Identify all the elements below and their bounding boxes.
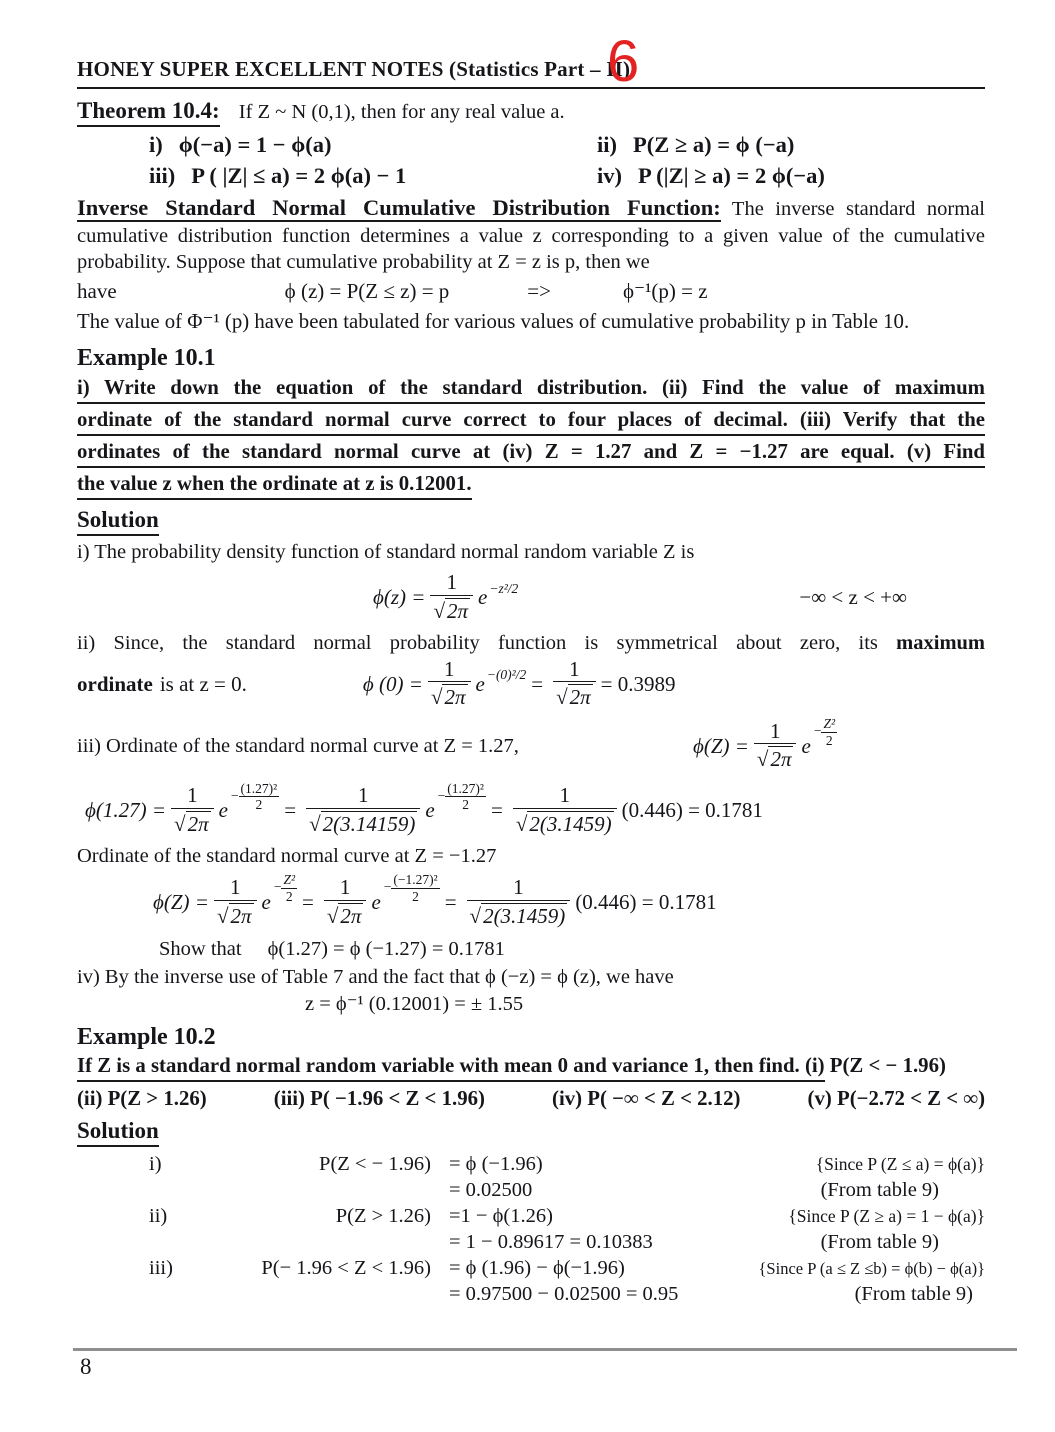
- bold-ordinate: ordinate: [77, 671, 153, 696]
- example-10-1-question-line-2: ordinate of the standard normal curve correct to four places of decimal. (iii) Verify that the: [77, 408, 985, 436]
- minus-sign: −: [273, 879, 282, 895]
- solution-label-2: Solution: [77, 1118, 159, 1147]
- phi127-lhs: ϕ(1.27) =: [85, 798, 167, 823]
- radical-sign: √: [430, 685, 443, 710]
- exponent: −z²/2: [489, 580, 519, 596]
- show-that-line: [77, 938, 985, 961]
- radicand: 2(3.1459): [483, 903, 566, 928]
- theorem-item-iii: [77, 163, 531, 189]
- solution-row-iii-line-1: [77, 1257, 985, 1280]
- part-ii-line-1: ii) Since, the standard normal probability function is symmetrical about zero, its maximum: [77, 631, 985, 654]
- table-reference: (From table 9): [820, 1230, 939, 1253]
- phi-z-formula: ϕ (z) = P(Z ≤ z) = p: [284, 278, 450, 303]
- page-title: HONEY SUPER EXCELLENT NOTES (Statistics Part – II): [77, 57, 631, 81]
- part-iii-line: [77, 715, 985, 773]
- radicand: 2π: [770, 747, 792, 772]
- fraction-1-over-sqrt-2-3-1459: $\frac{1}{√2(3.1459)}$: [467, 876, 571, 929]
- euler-e: e: [371, 889, 381, 914]
- minus-sign: −: [383, 879, 392, 895]
- solution-row-iii-line-2: [77, 1283, 985, 1306]
- underlined-text: If Z is a standard normal random variable with mean 0 and variance 1, then find. (i): [77, 1054, 825, 1082]
- fraction-1-over-sqrt2pi: $\frac{1}{√2\pi}$: [754, 720, 797, 773]
- reason-note: {Since P (Z ≥ a) = 1 − ϕ(a)}: [788, 1205, 985, 1226]
- fraction-1-over-sqrt2pi: $\frac{1}{√2\pi}$: [553, 658, 596, 711]
- tabulated-note: The value of Φ⁻¹ (p) have been tabulated for various values of cumulative probability p in Table 10.: [77, 310, 910, 334]
- fraction-1-over-sqrt-2-3-14159: $\frac{1}{√2(3.14159)}$: [306, 784, 420, 837]
- radicand: 2π: [569, 685, 591, 710]
- equation-result: = 1 − 0.89617 = 0.10383: [449, 1230, 653, 1253]
- equals-sign: =: [284, 798, 297, 823]
- equation-result: = 0.02500: [449, 1178, 533, 1201]
- phiZ2-lhs: ϕ(Z) =: [153, 889, 209, 914]
- example-10-2-question-line-1: [77, 1054, 985, 1082]
- plain-text: P(Z < − 1.96): [829, 1053, 946, 1077]
- radical-sign: √: [756, 747, 769, 772]
- equation-step: = ϕ (1.96) − ϕ(−1.96): [449, 1256, 625, 1279]
- radicand: 2π: [187, 811, 209, 836]
- z-inverse-equation: z = ϕ⁻¹ (0.12001) = ± 1.55: [305, 992, 524, 1015]
- example-10-1-title: Example 10.1: [77, 345, 216, 372]
- item-number: iv): [597, 163, 622, 188]
- radicand: 2π: [340, 903, 362, 928]
- minus-sign: −: [230, 787, 239, 803]
- radical-sign: √: [309, 811, 321, 836]
- part-i-text: i) The probability density function of standard normal random variable Z is: [77, 541, 695, 564]
- pdf-lhs: ϕ(z) =: [373, 585, 426, 610]
- radicand: 2π: [230, 903, 252, 928]
- probability-expression: P(Z < − 1.96): [319, 1152, 431, 1175]
- theorem-intro: If Z ~ N (0,1), then for any real value a.: [238, 101, 565, 123]
- part-ii-line-2: [77, 658, 985, 711]
- item-number: i): [149, 132, 163, 157]
- solution-row-ii-line-2: [77, 1231, 985, 1254]
- theorem-item-ii: [531, 132, 985, 158]
- page-content: [77, 0, 985, 1306]
- euler-e: e: [801, 733, 811, 758]
- page-header: [77, 28, 985, 94]
- radicand: 2π: [446, 598, 469, 623]
- euler-e: e: [218, 798, 228, 823]
- minus-sign: −: [437, 787, 446, 803]
- fraction-1-over-sqrt2pi: $\frac{1}{√2\pi}$: [324, 876, 367, 929]
- equals-sign: =: [302, 889, 314, 914]
- phi0-lhs: ϕ (0) =: [362, 671, 423, 696]
- pdf-formula-line: [77, 571, 985, 624]
- minus-sign: −: [813, 723, 822, 739]
- item-number: ii): [597, 132, 617, 157]
- inverse-formula-line: [77, 278, 985, 305]
- underlined-text: the value z when the ordinate at z is 0.12001.: [77, 472, 472, 500]
- radical-sign: √: [326, 903, 339, 928]
- stacked-exponent: − $\frac{\text{Z²}}{2}$: [813, 715, 835, 748]
- exponent: −(0)²/2: [486, 667, 527, 683]
- z-range: −∞ < z < +∞: [799, 585, 907, 610]
- question-part-iv: (iv) P( −∞ < Z < 2.12): [552, 1086, 741, 1110]
- example-10-1-question-line-4: [77, 472, 985, 500]
- example-10-2-question-line-2: [77, 1087, 985, 1111]
- ordinate-neg-text: Ordinate of the standard normal curve at Z = −1.27: [77, 845, 497, 868]
- radical-sign: √: [174, 811, 186, 836]
- solution-label-1: Solution: [77, 507, 159, 536]
- stacked-exponent: − $\frac{\text{(1.27)²}}{2}$: [437, 780, 484, 813]
- radical-sign: √: [556, 685, 568, 710]
- stacked-exponent: − $\frac{\text{Z²}}{2}$: [273, 872, 296, 904]
- item-formula: ϕ(−a) = 1 − ϕ(a): [178, 132, 332, 157]
- chapter-number: 6: [607, 28, 640, 94]
- phi127-tail: (0.446) = 0.1781: [621, 798, 763, 823]
- fraction-1-over-sqrt2pi: $\frac{1}{√2\pi}$: [430, 571, 473, 624]
- solution-row-i-line-2: [77, 1179, 985, 1202]
- fraction-1-over-sqrt2pi: $\frac{1}{√2\pi}$: [428, 658, 471, 711]
- radicand: 2π: [444, 685, 466, 710]
- theorem-section: [77, 98, 985, 189]
- radical-sign: √: [216, 903, 229, 928]
- inverse-cdf-body: The inverse standard normal cumulative distribution function determines a value z corresponding to a given value of the cumulative probability. Suppose that cumulative probability at Z = z is p, then we: [77, 198, 985, 274]
- footer-rule: [73, 1348, 1017, 1351]
- stacked-exponent: − $\frac{\text{(−1.27)²}}{2}$: [383, 872, 438, 904]
- item-formula: P ( |Z| ≤ a) = 2 ϕ(a) − 1: [191, 163, 407, 188]
- euler-e: e: [261, 889, 271, 914]
- show-that-equation: ϕ(1.27) = ϕ (−1.27) = 0.1781: [267, 937, 505, 960]
- item-formula: P (|Z| ≥ a) = 2 ϕ(−a): [638, 163, 825, 188]
- theorem-item-iv: [531, 163, 985, 189]
- example-10-1-question-line-3: ordinates of the standard normal curve at (iv) Z = 1.27 and Z = −1.27 are equal. (v) Find: [77, 440, 985, 468]
- phi-inverse-formula: ϕ⁻¹(p) = z: [622, 278, 708, 303]
- radical-sign: √: [469, 903, 482, 928]
- row-number: ii): [149, 1204, 168, 1227]
- phi0-result: = 0.3989: [600, 671, 676, 696]
- bold-maximum: maximum: [896, 631, 985, 654]
- have-word: have: [77, 278, 117, 303]
- solution-row-i-line-1: [77, 1153, 985, 1176]
- probability-expression: P(− 1.96 < Z < 1.96): [261, 1256, 431, 1279]
- row-number: iii): [149, 1256, 173, 1279]
- phiZ-neg-equation: [77, 872, 985, 929]
- equation-result: = 0.97500 − 0.02500 = 0.95: [449, 1282, 679, 1305]
- fraction-1-over-sqrt-2-3-1459: $\frac{1}{√2(3.1459)}$: [513, 784, 617, 837]
- radical-sign: √: [515, 811, 528, 836]
- equation-step: = ϕ (−1.96): [449, 1152, 543, 1175]
- stacked-exponent: − $\frac{\text{(1.27)²}}{2}$: [230, 780, 278, 813]
- inverse-cdf-heading: Inverse Standard Normal Cumulative Distribution Function:: [77, 195, 721, 220]
- equals-sign: =: [490, 798, 503, 823]
- euler-e: e: [478, 585, 488, 610]
- implies-arrow: =>: [527, 278, 551, 303]
- theorem-item-i: [77, 132, 531, 158]
- item-number: iii): [149, 163, 176, 188]
- theorem-items: [77, 132, 985, 189]
- phiZ-lhs: ϕ(Z) =: [692, 733, 749, 758]
- radicand: 2(3.14159): [322, 811, 416, 836]
- question-part-iii: (iii) P( −1.96 < Z < 1.96): [273, 1086, 485, 1110]
- table-reference: (From table 9): [854, 1282, 973, 1305]
- table-reference: (From table 9): [820, 1178, 939, 1201]
- equals-sign: =: [444, 889, 457, 914]
- example-10-1-question-line-1: i) Write down the equation of the standard distribution. (ii) Find the value of maximum: [77, 376, 985, 404]
- reason-note: {Since P (a ≤ Z ≤b) = ϕ(b) − ϕ(a)}: [758, 1258, 985, 1278]
- fraction-1-over-sqrt2pi: $\frac{1}{√2\pi}$: [214, 876, 257, 929]
- solution-row-ii-line-1: [77, 1205, 985, 1228]
- radical-sign: √: [433, 598, 445, 623]
- question-part-ii: (ii) P(Z > 1.26): [77, 1086, 207, 1110]
- probability-expression: P(Z > 1.26): [335, 1204, 431, 1227]
- euler-e: e: [475, 671, 485, 696]
- example-10-2-title: Example 10.2: [77, 1023, 216, 1050]
- fraction-1-over-sqrt2pi: $\frac{1}{√2\pi}$: [171, 784, 214, 837]
- part-iv-text: iv) By the inverse use of Table 7 and the fact that ϕ (−z) = ϕ (z), we have: [77, 965, 674, 988]
- row-number: i): [149, 1152, 162, 1175]
- phiZ2-tail: (0.446) = 0.1781: [575, 889, 717, 914]
- euler-e: e: [425, 798, 435, 823]
- theorem-label: Theorem 10.4:: [77, 98, 220, 127]
- question-part-v: (v) P(−2.72 < Z < ∞): [807, 1086, 985, 1110]
- show-that-label: Show that: [159, 937, 242, 960]
- inverse-cdf-section: [77, 193, 985, 335]
- equation-step: =1 − ϕ(1.26): [449, 1204, 553, 1227]
- part-ii-rest: is at z = 0.: [159, 671, 247, 696]
- radicand: 2(3.1459): [529, 811, 612, 836]
- reason-note: {Since P (Z ≤ a) = ϕ(a)}: [815, 1153, 985, 1174]
- item-formula: P(Z ≥ a) = ϕ (−a): [633, 132, 795, 157]
- part-iii-text: iii) Ordinate of the standard normal curve at Z = 1.27,: [77, 734, 519, 757]
- equals-sign: =: [531, 671, 544, 696]
- page-number: 8: [80, 1354, 92, 1379]
- phi127-equation: [77, 780, 985, 837]
